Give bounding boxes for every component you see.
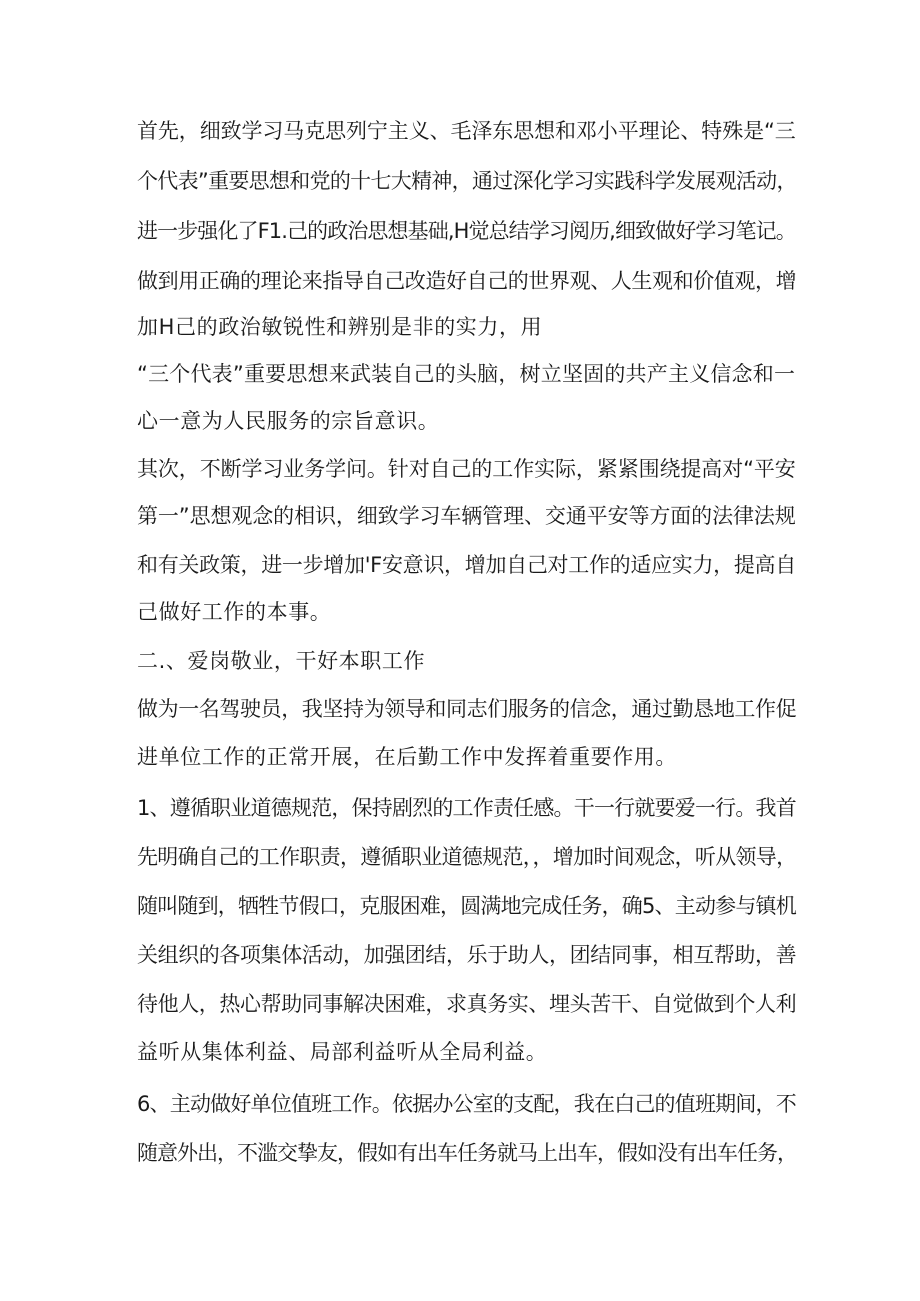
text-line: 益听从集体利益、局部利益听从全局利益。 [137, 1040, 548, 1064]
text-line: 加H己的政治敏锐性和辨别是非的实力，用 [137, 315, 543, 339]
text-line: “三个代表”重要思想来武装自己的头脑，树立坚固的共产主义信念和一 [137, 362, 796, 386]
text-line: 其次，不断学习业务学问。针对自己的工作实际，紧紧围绕提高对“平安 [137, 457, 796, 481]
text-line: 做到用正确的理论来指导自己改造好自己的世界观、人生观和价值观，增 [137, 269, 797, 293]
text-line: 进一步强化了F1.己的政治思想基础,H觉总结学习阅历,细致做好学习笔记。 [137, 219, 796, 243]
text-line: 6、主动做好单位值班工作。依据办公室的支配，我在白己的值班期间，不 [137, 1092, 796, 1116]
text-line: 随叫随到，牺牲节假口，克服困难，圆满地完成任务，确5、主动参与镇机 [137, 894, 796, 918]
text-line: 待他人，热心帮助同事解决困难，求真务实、埋头苦干、自觉做到个人利 [137, 992, 797, 1016]
text-line: 己做好工作的本事。 [137, 600, 332, 624]
text-line: 做为一名驾驶员，我坚持为领导和同志们服务的信念，通过勤恳地工作促 [137, 697, 797, 721]
text-line: 第一”思想观念的相识，细致学习车辆管理、交通平安等方面的法律法规 [137, 504, 796, 528]
text-line: 首先，细致学习马克思列宁主义、毛泽东思想和邓小平理论、特殊是“三 [137, 119, 796, 143]
text-line: 心一意为人民服务的宗旨意识。 [137, 409, 440, 433]
text-line: 进单位工作的正常开展，在后勤工作中发挥着重要作用。 [137, 745, 677, 769]
text-line: 和有关政策，进一步增加'F安意识，增加自己对工作的适应实力，提高自 [137, 553, 796, 577]
text-line: 先明确自己的工作职责，遵循职业道德规范，，增加时间观念，听从领导， [137, 845, 797, 869]
text-line: 个代表”重要思想和党的十七大精神，通过深化学习实践科学发展观活动， [137, 169, 797, 193]
text-line: 随意外出，不滥交挚友，假如有出车任务就马上出车，假如没有出车任务， [137, 1141, 797, 1165]
text-line: 关组织的各项集体活动，加强团结，乐于助人，团结同事，相互帮助，善 [137, 943, 797, 967]
text-line: 1、遵循职业道德规范，保持剧烈的工作责任感。干一行就要爱一行。我首 [137, 796, 796, 820]
section-heading: 二.、爱岗敬业，干好本职工作 [137, 649, 426, 673]
